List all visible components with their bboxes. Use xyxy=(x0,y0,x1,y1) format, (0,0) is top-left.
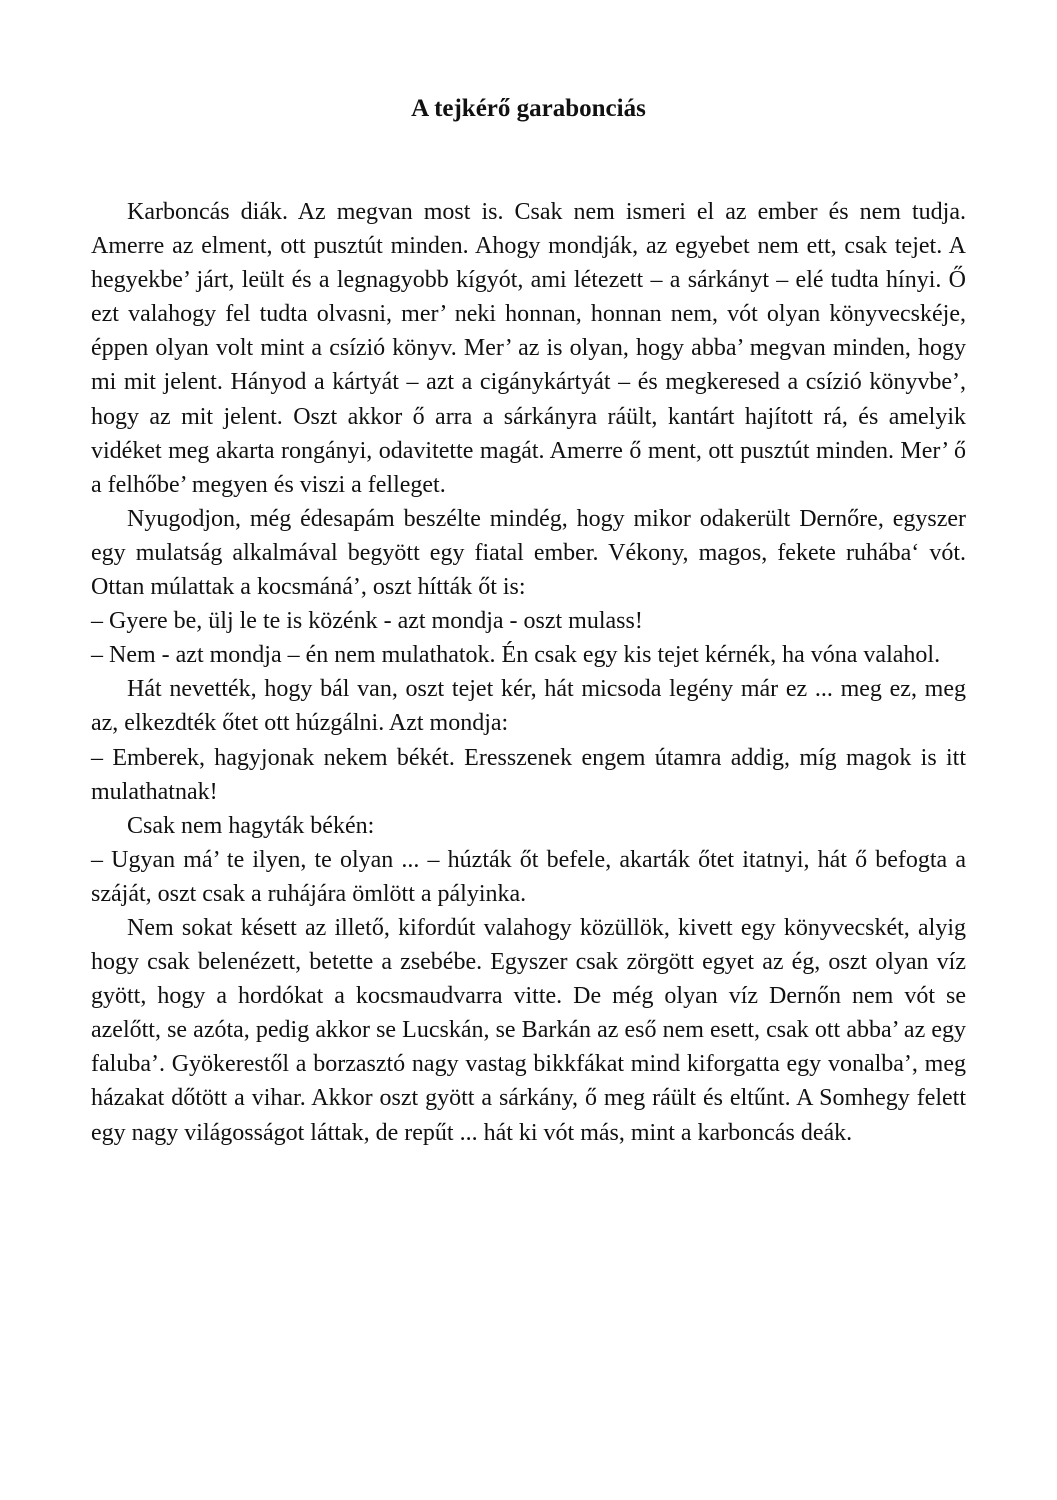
paragraph-3: Hát nevették, hogy bál van, oszt tejet kér, hát micsoda legény már ez ... meg ez, meg az, elkezdték őtet ott húzgálni. Azt mondja: xyxy=(91,676,966,737)
dialogue-line-3: – Emberek, hagyjonak nekem békét. Eresszenek engem útamra addig, míg magok is itt mulathatnak! xyxy=(91,744,966,805)
paragraph-2: Nyugodjon, még édesapám beszélte mindég, hogy mikor odakerült Dernőre, egyszer egy mulatság alkalmával begyött egy fiatal ember. Vékony, magos, fekete ruhába‘ vót. Ottan múlattak a kocsmáná’, oszt hítták őt is: xyxy=(91,505,966,601)
paragraph-5: Nem sokat késett az illető, kifordút valahogy közüllök, kivett egy könyvecskét, alyig hogy csak belenézett, betette a zsebébe. Egyszer csak zörgött egyet az ég, oszt olyan víz gyött, hogy a hordókat a kocsmaudvarra vitte. De még olyan víz Dernőn nem vót se azelőtt, se azóta, pedig akkor se Lucskán, se Barkán az eső nem esett, csak ott abba’ az egy faluba’. Gyökerestől a borzasztó nagy vastag bikkfákat mind kiforgatta egy vonalba’, meg házakat dőtött a vihar. Akkor oszt gyött a sárkány, ő meg ráült és eltűnt. A Somhegy felett egy nagy világosságot láttak, de repűt ... hát ki vót más, mint a karboncás deák. xyxy=(91,914,966,1146)
paragraph-4: Csak nem hagyták békén: xyxy=(127,812,375,839)
dialogue-line-4: – Ugyan má’ te ilyen, te olyan ... – húzták őt befele, akarták őtet itatnyi, hát ő befogta a száját, oszt csak a ruhájára ömlött a pályinka. xyxy=(91,846,966,907)
document-title: A tejkérő garabonciás xyxy=(411,95,646,122)
story-body xyxy=(91,195,966,1150)
dialogue-line-1: – Gyere be, ülj le te is közénk - azt mondja - oszt mulass! xyxy=(91,608,643,635)
dialogue-line-2: – Nem - azt mondja – én nem mulathatok. Én csak egy kis tejet kérnék, ha vóna valahol. xyxy=(91,642,941,669)
paragraph-1: Karboncás diák. Az megvan most is. Csak nem ismeri el az ember és nem tudja. Amerre az elment, ott pusztút minden. Ahogy mondják, az egyebet nem ett, csak tejet. A hegyekbe’ járt, leült és a legnagyobb kígyót, ami létezett – a sárkányt – elé tudta hínyi. Ő ezt valahogy fel tudta olvasni, mer’ neki honnan, honnan nem, vót olyan könyvecskéje, éppen olyan volt mint a csízió könyv. Mer’ az is olyan, hogy abba’ megvan minden, hogy mi mit jelent. Hányod a kártyát – azt a cigánykártyát – és megkeresed a csízió könyvbe’, hogy az mit jelent. Oszt akkor ő arra a sárkányra ráült, kantárt hajított rá, és amelyik vidéket meg akarta rongányi, odavitette magát. Amerre ő ment, ott pusztút minden. Mer’ ő a felhőbe’ megyen és viszi a felleget. xyxy=(91,199,966,498)
